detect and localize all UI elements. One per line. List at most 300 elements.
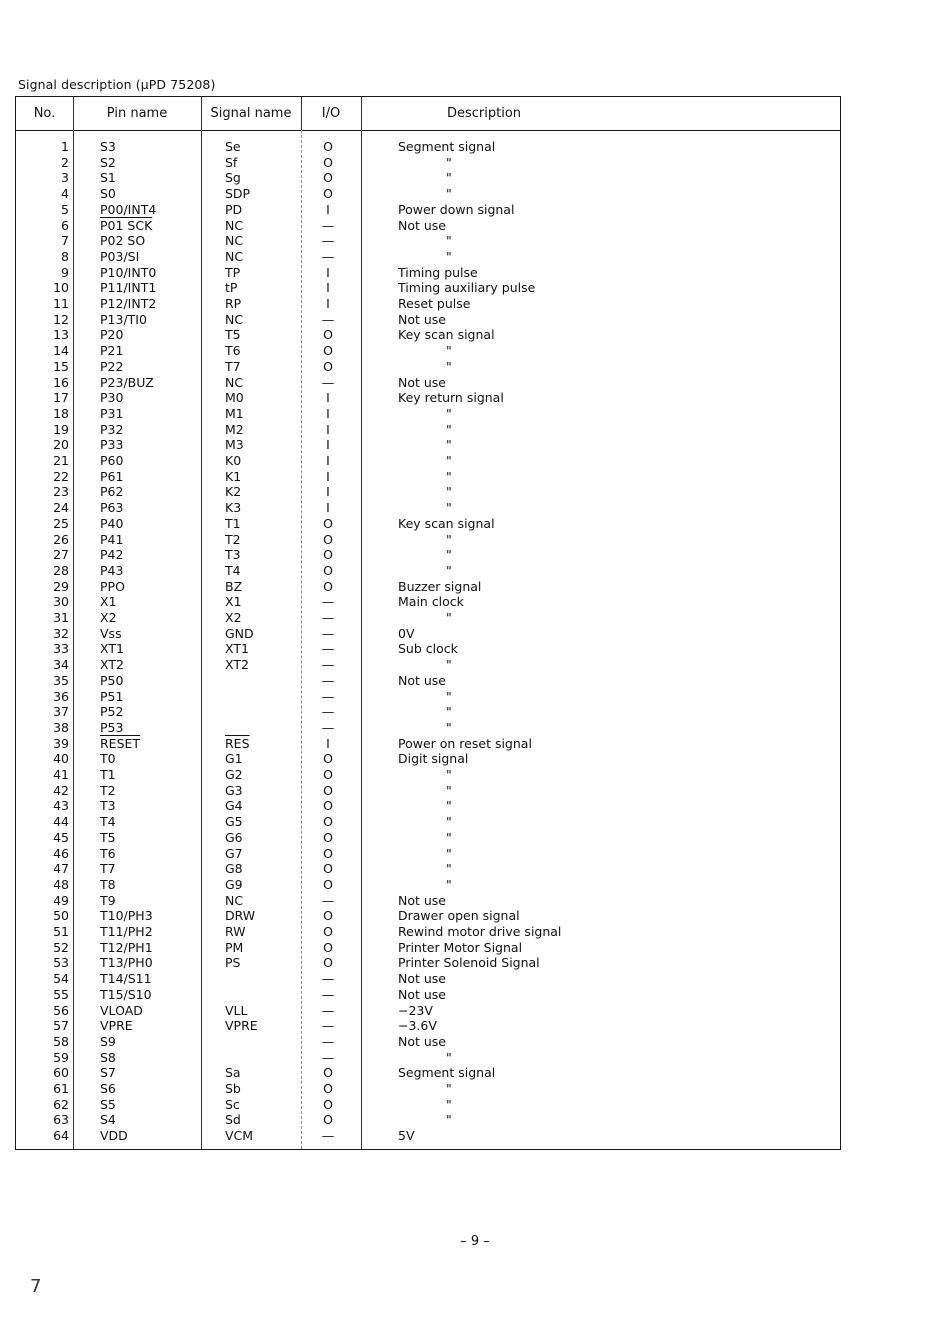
cell-signal-name: T7 (225, 358, 241, 374)
cell-description: " (446, 170, 452, 186)
table-row (16, 1112, 840, 1128)
cell-io: O (323, 798, 333, 814)
cell-pin-name: P32 (100, 421, 124, 437)
cell-pin-name: P23/BUZ (100, 374, 154, 390)
cell-pin-name: P61 (100, 468, 124, 484)
cell-io: I (326, 484, 330, 500)
cell-io: O (323, 814, 333, 830)
cell-io: — (321, 657, 335, 673)
cell-no: 53 (53, 955, 69, 971)
cell-pin-name: P22 (100, 358, 124, 374)
cell-description: " (446, 453, 452, 468)
cell-no: 50 (53, 908, 69, 924)
table-row (16, 971, 840, 987)
cell-pin-name: T1 (100, 767, 116, 782)
cell-pin-name: P42 (100, 547, 124, 563)
cell-io: O (323, 531, 333, 547)
cell-description: Timing auxiliary pulse (398, 280, 536, 296)
cell-description: " (446, 829, 452, 845)
cell-no: 57 (53, 1018, 69, 1034)
cell-pin-name: T5 (100, 829, 116, 845)
cell-pin-name: X2 (100, 610, 117, 625)
cell-description: Timing pulse (398, 264, 478, 280)
cell-signal-name: K3 (225, 500, 242, 516)
cell-pin-name: P10/INT0 (100, 264, 157, 280)
cell-pin-name: VPRE (100, 1018, 133, 1034)
cell-description: " (446, 876, 452, 892)
cell-signal-name: M2 (225, 421, 244, 437)
table-row (16, 610, 840, 626)
cell-pin-name: T7 (100, 861, 116, 877)
cell-description: " (446, 343, 452, 359)
cell-pin-name: S0 (100, 186, 116, 202)
cell-pin-name: VDD (100, 1128, 128, 1144)
cell-description: " (446, 814, 452, 830)
cell-no: 37 (53, 704, 69, 720)
cell-pin-name: P52 (100, 704, 124, 720)
cell-io: — (321, 311, 335, 327)
cell-description: " (446, 531, 452, 547)
table-row (16, 673, 840, 689)
cell-pin-name: T10/PH3 (100, 908, 153, 924)
cell-description: Printer Solenoid Signal (398, 955, 540, 971)
table-row (16, 940, 840, 956)
cell-no: 62 (53, 1096, 69, 1112)
cell-description: Not use (398, 986, 446, 1002)
cell-description: Key return signal (398, 390, 504, 406)
cell-pin-name: P01 SCK (100, 217, 153, 233)
cell-pin-name: P21 (100, 343, 124, 359)
cell-no: 11 (53, 296, 69, 311)
cell-signal-name: G4 (225, 798, 243, 814)
cell-description: Printer Motor Signal (398, 939, 523, 955)
table-row (16, 422, 840, 438)
cell-no: 44 (53, 814, 69, 830)
header-signal-name: Signal name (210, 106, 292, 121)
cell-signal-name: PD (225, 201, 243, 217)
cell-io: O (323, 1112, 333, 1128)
cell-description: " (446, 405, 452, 421)
table-row (16, 233, 840, 249)
cell-io: O (323, 751, 333, 767)
cell-pin-name: P02 SO (100, 233, 146, 249)
cell-no: 6 (61, 217, 69, 233)
table-row (16, 532, 840, 548)
cell-io: O (323, 170, 333, 186)
cell-io: I (326, 264, 330, 280)
cell-pin-name: P51 (100, 688, 124, 704)
cell-pin-name: P53 (100, 719, 124, 735)
cell-description: " (446, 421, 452, 437)
cell-pin-name: XT1 (100, 641, 124, 657)
cell-no: 22 (53, 468, 69, 484)
cell-no: 34 (53, 657, 69, 673)
cell-io: O (323, 924, 333, 939)
cell-description: Not use (398, 672, 446, 688)
cell-no: 26 (53, 531, 69, 547)
table-row (16, 202, 840, 218)
cell-no: 39 (53, 735, 69, 751)
table-row (16, 987, 840, 1003)
header-pin-name: Pin name (106, 106, 168, 121)
cell-io: — (321, 248, 335, 264)
cell-pin-name: S3 (100, 139, 116, 154)
cell-signal-name: M3 (225, 437, 244, 453)
cell-signal-name: XT2 (225, 657, 249, 673)
cell-signal-name: T4 (225, 562, 241, 578)
cell-signal-name: Sg (225, 170, 241, 186)
cell-signal-name: NC (225, 233, 244, 249)
header-io: I/O (321, 106, 341, 121)
cell-pin-name: T8 (100, 876, 116, 892)
cell-description: Not use (398, 971, 446, 987)
cell-signal-name: K2 (225, 484, 242, 500)
table-row (16, 1065, 840, 1081)
cell-description: Reset pulse (398, 296, 471, 311)
cell-description: −23V (398, 1002, 433, 1018)
table-row (16, 406, 840, 422)
cell-signal-name: NC (225, 217, 244, 233)
cell-description: " (446, 1049, 452, 1065)
cell-no: 35 (53, 672, 69, 688)
cell-no: 42 (53, 782, 69, 798)
cell-pin-name: P40 (100, 515, 124, 531)
cell-signal-name: G1 (225, 751, 243, 767)
cell-signal-name: G3 (225, 782, 243, 798)
cell-signal-name: NC (225, 892, 244, 908)
cell-description: Segment signal (398, 1065, 496, 1081)
cell-io: — (321, 374, 335, 390)
cell-pin-name: P33 (100, 437, 124, 453)
cell-no: 58 (53, 1033, 69, 1049)
cell-no: 13 (53, 327, 69, 343)
cell-no: 3 (61, 170, 69, 186)
cell-description: Rewind motor drive signal (398, 924, 562, 939)
cell-signal-name: G2 (225, 767, 243, 782)
cell-no: 27 (53, 547, 69, 563)
cell-no: 18 (53, 405, 69, 421)
header-description: Description (446, 106, 522, 121)
cell-no: 12 (53, 311, 69, 327)
cell-no: 51 (53, 924, 69, 939)
cell-no: 36 (53, 688, 69, 704)
cell-no: 24 (53, 500, 69, 516)
cell-description: " (446, 657, 452, 673)
cell-io: O (323, 1065, 333, 1081)
cell-no: 17 (53, 390, 69, 406)
table-row (16, 375, 840, 391)
table-row (16, 218, 840, 234)
cell-description: " (446, 719, 452, 735)
cell-pin-name: P03/SI (100, 248, 140, 264)
cell-pin-name: P63 (100, 500, 124, 516)
table-row (16, 751, 840, 767)
cell-description: " (446, 547, 452, 563)
table-row (16, 798, 840, 814)
cell-no: 8 (61, 248, 69, 264)
cell-no: 19 (53, 421, 69, 437)
cell-io: — (321, 1128, 335, 1144)
table-row (16, 516, 840, 532)
cell-no: 54 (53, 971, 69, 987)
page-number: – 9 – (460, 1234, 490, 1249)
cell-signal-name: M1 (225, 405, 244, 421)
cell-pin-name: P20 (100, 327, 124, 343)
cell-description: Drawer open signal (398, 908, 520, 924)
table-row (16, 1081, 840, 1097)
cell-no: 1 (61, 139, 69, 154)
cell-pin-name: P41 (100, 531, 124, 547)
cell-io: — (321, 672, 335, 688)
cell-io: O (323, 154, 333, 170)
table-row (16, 626, 840, 642)
cell-io: O (323, 1096, 333, 1112)
table-row (16, 484, 840, 500)
cell-signal-name: SDP (225, 186, 251, 202)
table-row (16, 641, 840, 657)
cell-description: " (446, 248, 452, 264)
cell-pin-name: XT2 (100, 657, 124, 673)
cell-signal-name: VCM (225, 1128, 254, 1144)
table-caption: Signal description (μPD 75208) (18, 77, 216, 92)
cell-signal-name: RW (225, 924, 246, 939)
cell-signal-name: G9 (225, 876, 243, 892)
table-row (16, 924, 840, 940)
table-row (16, 893, 840, 909)
cell-no: 15 (53, 358, 69, 374)
cell-pin-name: P12/INT2 (100, 296, 157, 311)
cell-signal-name: $\overline{RES}$ (225, 735, 250, 751)
table-row (16, 720, 840, 736)
cell-signal-name: Se (225, 139, 241, 154)
cell-signal-name: X2 (225, 610, 242, 625)
table-row (16, 547, 840, 563)
table-row (16, 139, 840, 155)
cell-signal-name: TP (225, 264, 241, 280)
cell-pin-name: P13/TI0 (100, 311, 147, 327)
cell-io: — (321, 610, 335, 625)
column-divider (301, 97, 302, 130)
cell-no: 28 (53, 562, 69, 578)
cell-signal-name: M0 (225, 390, 244, 406)
cell-pin-name: S7 (100, 1065, 116, 1081)
table-row (16, 170, 840, 186)
cell-no: 47 (53, 861, 69, 877)
table-row (16, 1097, 840, 1113)
cell-signal-name: G5 (225, 814, 243, 830)
table-row (16, 186, 840, 202)
cell-description: Segment signal (398, 139, 496, 154)
cell-pin-name: P31 (100, 405, 124, 421)
table-row (16, 704, 840, 720)
cell-no: 43 (53, 798, 69, 814)
table-row (16, 877, 840, 893)
table-row (16, 1034, 840, 1050)
cell-signal-name: G6 (225, 829, 243, 845)
cell-description: " (446, 861, 452, 877)
corner-mark: 7 (30, 1276, 42, 1297)
cell-io: — (321, 641, 335, 657)
cell-pin-name: P62 (100, 484, 124, 500)
cell-no: 60 (53, 1065, 69, 1081)
cell-signal-name: XT1 (225, 641, 249, 657)
table-row (16, 1018, 840, 1034)
cell-io: O (323, 358, 333, 374)
cell-io: O (323, 578, 333, 594)
cell-pin-name: P43 (100, 562, 124, 578)
cell-signal-name: G8 (225, 861, 243, 877)
cell-io: O (323, 562, 333, 578)
cell-pin-name: P00/INT4 (100, 201, 157, 217)
cell-io: I (326, 437, 330, 453)
cell-description: " (446, 845, 452, 861)
cell-io: — (321, 1049, 335, 1065)
cell-io: O (323, 782, 333, 798)
header-no: No. (33, 106, 56, 121)
table-row (16, 783, 840, 799)
cell-description: " (446, 610, 452, 625)
cell-description: Buzzer signal (398, 578, 482, 594)
cell-no: 25 (53, 515, 69, 531)
cell-pin-name: S6 (100, 1081, 116, 1096)
cell-no: 10 (53, 280, 69, 296)
cell-pin-name: S2 (100, 154, 116, 170)
cell-no: 5 (61, 201, 69, 217)
cell-io: I (326, 453, 330, 468)
table-row (16, 736, 840, 752)
cell-io: O (323, 767, 333, 782)
cell-pin-name: PPO (100, 578, 125, 594)
table-row (16, 500, 840, 516)
cell-no: 38 (53, 719, 69, 735)
cell-io: I (326, 468, 330, 484)
cell-pin-name: P60 (100, 453, 124, 468)
cell-no: 9 (61, 264, 69, 280)
cell-signal-name: RP (225, 296, 242, 311)
table-row (16, 1128, 840, 1144)
table-row (16, 265, 840, 281)
cell-signal-name: K0 (225, 453, 242, 468)
cell-io: O (323, 1081, 333, 1096)
cell-io: — (321, 719, 335, 735)
cell-pin-name: T0 (100, 751, 116, 767)
cell-signal-name: T5 (225, 327, 241, 343)
cell-io: O (323, 327, 333, 343)
table-row (16, 312, 840, 328)
table-row (16, 579, 840, 595)
cell-io: — (321, 892, 335, 908)
cell-description: Power on reset signal (398, 735, 532, 751)
cell-pin-name: T2 (100, 782, 116, 798)
cell-no: 49 (53, 892, 69, 908)
table-row (16, 657, 840, 673)
cell-pin-name: T13/PH0 (100, 955, 153, 971)
cell-pin-name: S5 (100, 1096, 116, 1112)
cell-pin-name: T12/PH1 (100, 939, 153, 955)
cell-pin-name: X1 (100, 594, 117, 610)
cell-description: Key scan signal (398, 327, 495, 343)
cell-description: " (446, 500, 452, 516)
cell-description: 5V (398, 1128, 415, 1144)
cell-no: 33 (53, 641, 69, 657)
table-header (16, 97, 840, 131)
table-row (16, 1050, 840, 1066)
cell-signal-name: Sd (225, 1112, 241, 1128)
cell-signal-name: T6 (225, 343, 241, 359)
cell-description: 0V (398, 625, 415, 641)
cell-description: " (446, 1096, 452, 1112)
cell-pin-name: S9 (100, 1033, 116, 1049)
table-row (16, 437, 840, 453)
cell-no: 45 (53, 829, 69, 845)
cell-signal-name: T1 (225, 515, 241, 531)
cell-description: Power down signal (398, 201, 515, 217)
cell-io: — (321, 1018, 335, 1034)
cell-io: — (321, 233, 335, 249)
cell-description: " (446, 1081, 452, 1096)
cell-no: 59 (53, 1049, 69, 1065)
cell-no: 64 (53, 1128, 69, 1144)
cell-io: — (321, 688, 335, 704)
cell-io: I (326, 735, 330, 751)
cell-no: 55 (53, 986, 69, 1002)
table-row (16, 469, 840, 485)
cell-description: Digit signal (398, 751, 469, 767)
cell-description: " (446, 358, 452, 374)
table-row (16, 767, 840, 783)
cell-io: — (321, 1002, 335, 1018)
cell-signal-name: GND (225, 625, 254, 641)
cell-description: Not use (398, 1033, 446, 1049)
cell-description: " (446, 798, 452, 814)
cell-description: Not use (398, 311, 446, 327)
cell-io: O (323, 955, 333, 971)
cell-io: O (323, 343, 333, 359)
cell-signal-name: NC (225, 374, 244, 390)
cell-io: I (326, 500, 330, 516)
cell-no: 40 (53, 751, 69, 767)
table-row (16, 846, 840, 862)
table-row (16, 249, 840, 265)
cell-io: O (323, 515, 333, 531)
cell-no: 52 (53, 939, 69, 955)
cell-io: O (323, 139, 333, 154)
cell-signal-name: Sf (225, 154, 238, 170)
table-row (16, 155, 840, 171)
cell-description: " (446, 767, 452, 782)
table-row (16, 343, 840, 359)
cell-io: — (321, 1033, 335, 1049)
cell-signal-name: K1 (225, 468, 242, 484)
table-row (16, 359, 840, 375)
cell-pin-name: S4 (100, 1112, 116, 1128)
cell-no: 61 (53, 1081, 69, 1096)
cell-io: O (323, 876, 333, 892)
cell-no: 48 (53, 876, 69, 892)
cell-no: 32 (53, 625, 69, 641)
cell-no: 29 (53, 578, 69, 594)
cell-io: — (321, 625, 335, 641)
cell-description: " (446, 154, 452, 170)
table-row (16, 1003, 840, 1019)
cell-pin-name: P50 (100, 672, 124, 688)
cell-io: I (326, 201, 330, 217)
cell-pin-name: T4 (100, 814, 116, 830)
cell-no: 21 (53, 453, 69, 468)
cell-signal-name: PM (225, 939, 244, 955)
cell-description: Not use (398, 374, 446, 390)
cell-pin-name: RESET (100, 735, 141, 751)
